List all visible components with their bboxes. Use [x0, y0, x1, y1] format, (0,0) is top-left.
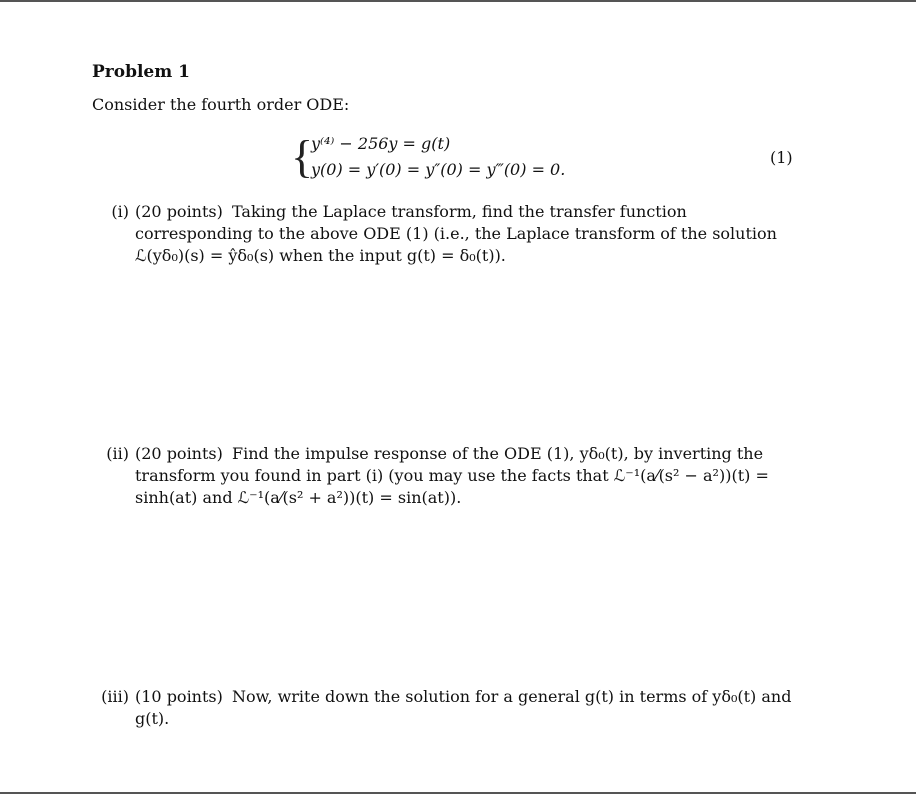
- equation-number: (1): [770, 148, 793, 167]
- part-points: (20 points): [135, 202, 223, 221]
- part-i: [111, 201, 794, 267]
- part-label: (i): [111, 202, 129, 221]
- part-iii: [101, 686, 794, 730]
- part-text: Taking the Laplace transform, find the transfer function corresponding to the above ODE (1) (i.e., the Laplace transform of the solution ℒ(yδ₀)(s) = ŷδ₀(s) when the input g(t) = δ₀(t)).: [135, 202, 777, 265]
- problem-title: Problem 1: [92, 62, 190, 82]
- part-points: (20 points): [135, 444, 223, 463]
- part-label: (ii): [106, 444, 129, 463]
- left-brace: {: [291, 131, 314, 182]
- part-points: (10 points): [135, 687, 223, 706]
- bottom-border: [0, 792, 916, 794]
- part-ii: [106, 443, 794, 509]
- part-text: Now, write down the solution for a general g(t) in terms of yδ₀(t) and g(t).: [135, 687, 792, 728]
- equation-line-2: y(0) = y′(0) = y″(0) = y‴(0) = 0.: [311, 160, 566, 179]
- part-label: (iii): [101, 687, 129, 706]
- part-text: Find the impulse response of the ODE (1), yδ₀(t), by inverting the transform you found in part (i) (you may use the facts that ℒ⁻¹(a⁄(s² − a²))(t) = sinh(at) and ℒ⁻¹(a⁄(s² + a²))(t) = sin(at)).: [135, 444, 769, 507]
- intro-text: Consider the fourth order ODE:: [92, 95, 350, 114]
- top-border: [0, 0, 916, 2]
- equation-line-1: y⁽⁴⁾ − 256y = g(t): [311, 134, 451, 153]
